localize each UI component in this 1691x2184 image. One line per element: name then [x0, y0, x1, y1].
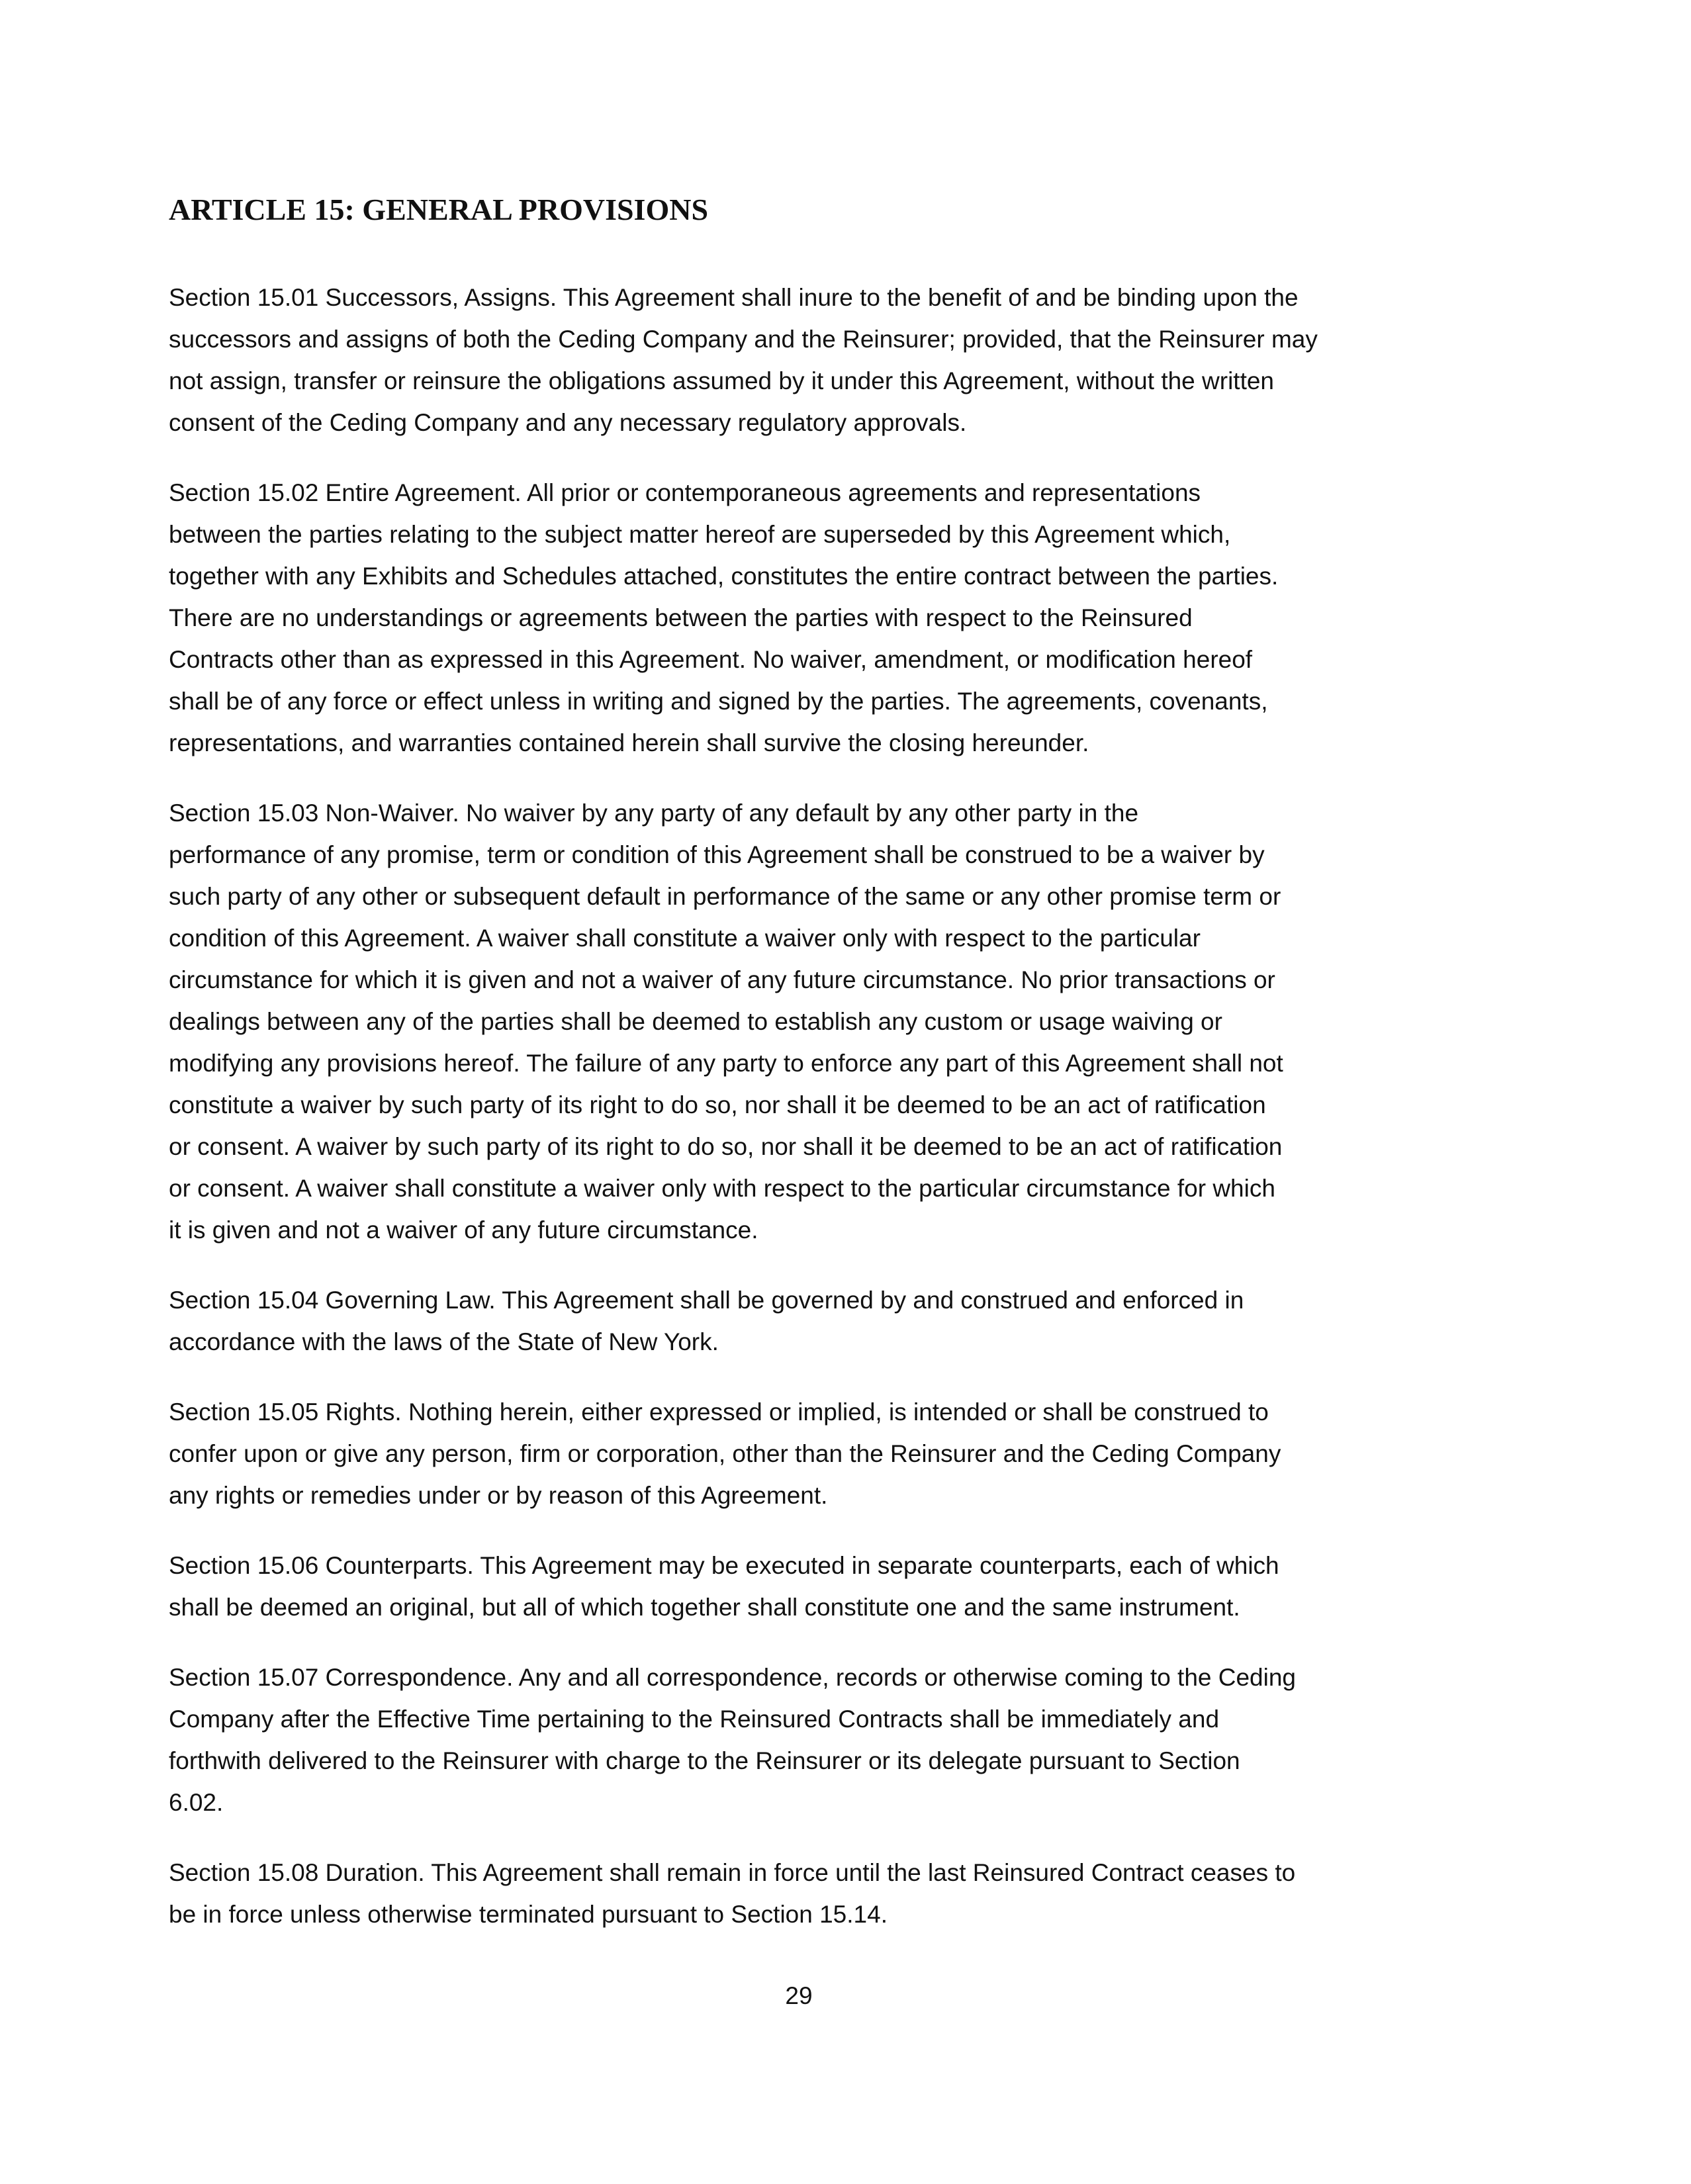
text-line: Section 15.01 Successors, Assigns. This Agreement shall inure to the benefit of and be binding upon the: [169, 284, 1299, 311]
section-paragraph: [169, 792, 1466, 1251]
text-line: it is given and not a waiver of any future circumstance.: [169, 1216, 758, 1244]
text-line: representations, and warranties contained herein shall survive the closing hereunder.: [169, 729, 1089, 756]
text-line: together with any Exhibits and Schedules attached, constitutes the entire contract between the parties.: [169, 563, 1279, 590]
text-line: dealings between any of the parties shall be deemed to establish any custom or usage waiving or: [169, 1008, 1222, 1035]
text-line: any rights or remedies under or by reason of this Agreement.: [169, 1482, 828, 1509]
document-body: [169, 277, 1466, 1964]
text-line: Contracts other than as expressed in this Agreement. No waiver, amendment, or modification hereof: [169, 646, 1253, 673]
text-line: shall be deemed an original, but all of which together shall constitute one and the same instrument.: [169, 1594, 1240, 1621]
section-paragraph: [169, 1545, 1466, 1628]
article-heading: ARTICLE 15: GENERAL PROVISIONS: [169, 193, 709, 226]
text-line: There are no understandings or agreements between the parties with respect to the Reinsured: [169, 604, 1193, 631]
text-line: Section 15.07 Correspondence. Any and all correspondence, records or otherwise coming to the Ceding: [169, 1664, 1297, 1691]
text-line: such party of any other or subsequent default in performance of the same or any other promise term or: [169, 883, 1281, 910]
section-paragraph: [169, 1657, 1466, 1823]
section-paragraph: [169, 1852, 1466, 1935]
text-line: shall be of any force or effect unless in writing and signed by the parties. The agreements, covenants,: [169, 688, 1268, 715]
text-line: be in force unless otherwise terminated pursuant to Section 15.14.: [169, 1901, 888, 1928]
text-line: between the parties relating to the subject matter hereof are superseded by this Agreement which,: [169, 521, 1231, 548]
text-line: Section 15.08 Duration. This Agreement shall remain in force until the last Reinsured Contract ceases to: [169, 1859, 1296, 1886]
text-line: condition of this Agreement. A waiver shall constitute a waiver only with respect to the particular: [169, 925, 1201, 952]
text-line: Section 15.06 Counterparts. This Agreement may be executed in separate counterparts, each of which: [169, 1552, 1279, 1579]
page-number: 29: [785, 1982, 813, 2009]
text-line: 6.02.: [169, 1789, 224, 1816]
section-paragraph: [169, 1391, 1466, 1516]
text-line: consent of the Ceding Company and any necessary regulatory approvals.: [169, 409, 967, 436]
section-paragraph: [169, 1279, 1466, 1363]
text-line: modifying any provisions hereof. The failure of any party to enforce any part of this Agreement shall not: [169, 1050, 1283, 1077]
section-paragraph: [169, 472, 1466, 764]
text-line: not assign, transfer or reinsure the obligations assumed by it under this Agreement, without the written: [169, 367, 1275, 394]
text-line: Section 15.03 Non-Waiver. No waiver by any party of any default by any other party in the: [169, 799, 1139, 827]
text-line: Section 15.04 Governing Law. This Agreement shall be governed by and construed and enforced in: [169, 1287, 1244, 1314]
text-line: confer upon or give any person, firm or corporation, other than the Reinsurer and the Ceding Company: [169, 1440, 1281, 1467]
text-line: or consent. A waiver shall constitute a waiver only with respect to the particular circumstance for which: [169, 1175, 1275, 1202]
text-line: Section 15.05 Rights. Nothing herein, either expressed or implied, is intended or shall be construed to: [169, 1398, 1269, 1426]
text-line: Section 15.02 Entire Agreement. All prior or contemporaneous agreements and representations: [169, 479, 1201, 506]
text-line: Company after the Effective Time pertaining to the Reinsured Contracts shall be immediately and: [169, 1706, 1220, 1733]
text-line: constitute a waiver by such party of its right to do so, nor shall it be deemed to be an act of ratification: [169, 1091, 1266, 1118]
text-line: accordance with the laws of the State of New York.: [169, 1328, 719, 1355]
text-line: circumstance for which it is given and not a waiver of any future circumstance. No prior transactions or: [169, 966, 1275, 993]
section-paragraph: [169, 277, 1466, 443]
text-line: performance of any promise, term or condition of this Agreement shall be construed to be a waiver by: [169, 841, 1265, 868]
text-line: or consent. A waiver by such party of its right to do so, nor shall it be deemed to be an act of ratification: [169, 1133, 1283, 1160]
text-line: forthwith delivered to the Reinsurer with charge to the Reinsurer or its delegate pursuant to Section: [169, 1747, 1240, 1774]
text-line: successors and assigns of both the Ceding Company and the Reinsurer; provided, that the Reinsurer may: [169, 326, 1318, 353]
